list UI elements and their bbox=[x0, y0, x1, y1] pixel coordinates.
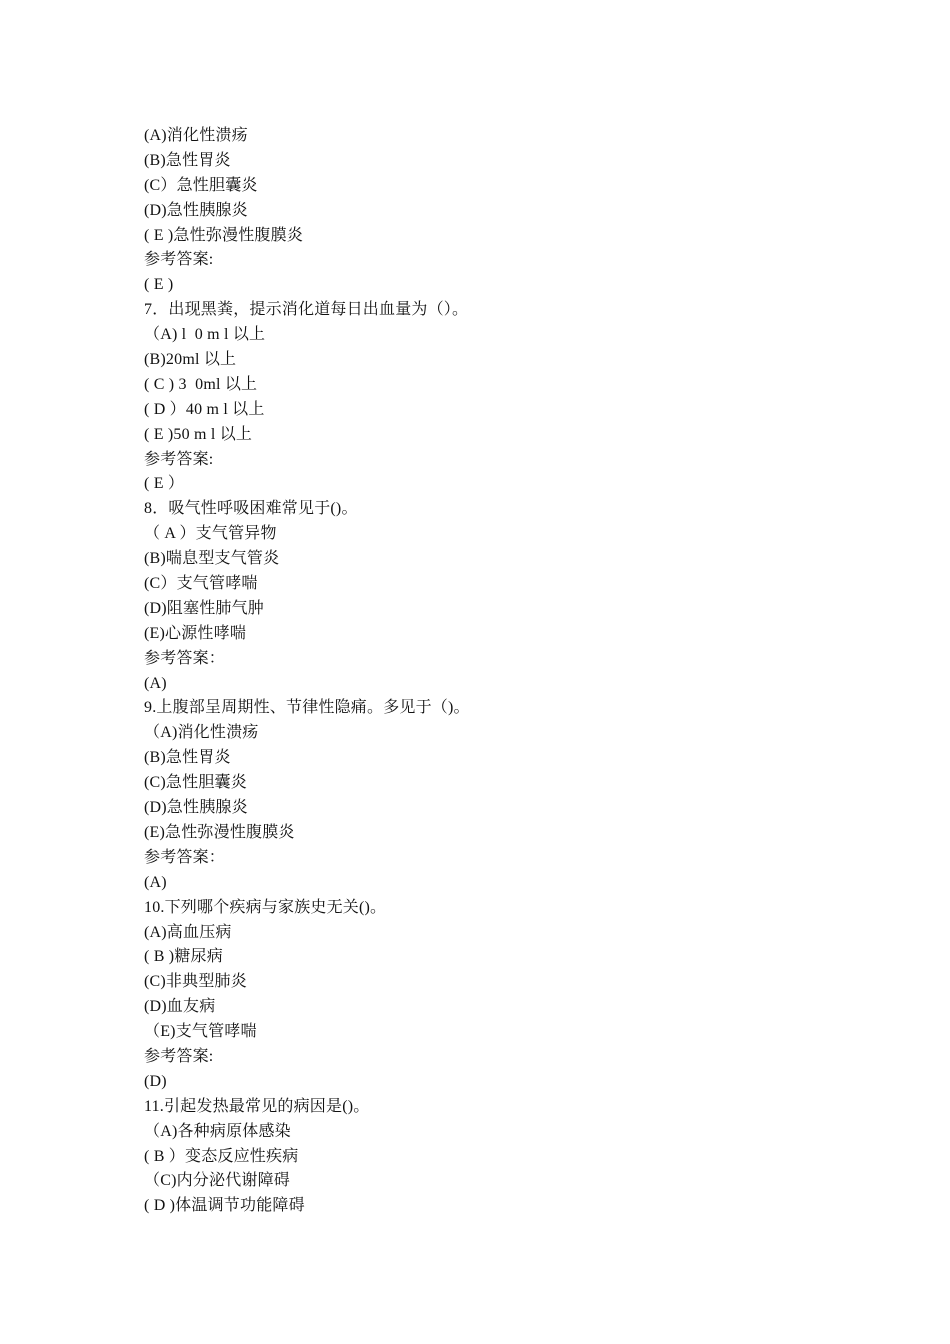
answer-value: (D) bbox=[144, 1072, 167, 1090]
option-line: （C)内分泌代谢障碍 bbox=[144, 1172, 291, 1190]
option-line: ( E )急性弥漫性腹膜炎 bbox=[144, 226, 304, 244]
option-line: (C)急性胆囊炎 bbox=[144, 774, 247, 792]
option-line: （A)消化性溃疡 bbox=[144, 724, 259, 742]
option-line: (C)非典型肺炎 bbox=[144, 973, 247, 991]
answer-value: (A) bbox=[144, 873, 167, 891]
option-line: ( D )体温调节功能障碍 bbox=[144, 1197, 305, 1215]
option-line: (B)急性胃炎 bbox=[144, 749, 231, 767]
option-line: ( B ）变态反应性疾病 bbox=[144, 1147, 299, 1165]
option-line: （A)各种病原体感染 bbox=[144, 1122, 291, 1140]
option-line: (E)急性弥漫性腹膜炎 bbox=[144, 823, 295, 841]
option-line: (A)消化性溃疡 bbox=[144, 127, 248, 144]
option-line: (C）急性胆囊炎 bbox=[144, 176, 258, 194]
answer-value: ( E ) bbox=[144, 276, 174, 294]
option-line: (B)急性胃炎 bbox=[144, 151, 231, 169]
answer-value: ( E ） bbox=[144, 475, 185, 493]
document-body bbox=[144, 124, 824, 1219]
answer-label: 参考答案： bbox=[144, 848, 226, 866]
option-line: (D)急性胰腺炎 bbox=[144, 201, 248, 219]
answer-label: 参考答案: bbox=[144, 1047, 214, 1065]
option-line: (C）支气管哮喘 bbox=[144, 575, 258, 593]
question-10: 10.下列哪个疾病与家族史无关()。 bbox=[144, 898, 387, 916]
option-line: (B)20ml 以上 bbox=[144, 351, 237, 369]
answer-value: (A) bbox=[144, 674, 167, 692]
option-line: (A)高血压病 bbox=[144, 923, 232, 941]
option-line: （E)支气管哮喘 bbox=[144, 1023, 257, 1041]
option-line: ( B )糖尿病 bbox=[144, 948, 223, 966]
option-line: (D)急性胰腺炎 bbox=[144, 799, 248, 817]
option-line: （ A ）支气管异物 bbox=[144, 525, 277, 543]
option-line: （A) l 0 m l 以上 bbox=[144, 326, 266, 344]
question-9: 9.上腹部呈周期性、节律性隐痛。多见于（)。 bbox=[144, 699, 470, 717]
option-line: (D)血友病 bbox=[144, 998, 216, 1016]
answer-label: 参考答案： bbox=[144, 649, 226, 667]
question-8: 8．吸气性呼吸困难常见于()。 bbox=[144, 500, 358, 518]
option-line: (E)心源性哮喘 bbox=[144, 624, 247, 642]
option-line: ( E )50 m l 以上 bbox=[144, 425, 253, 443]
option-line: (B)喘息型支气管炎 bbox=[144, 550, 280, 568]
question-11: 11.引起发热最常见的病因是()。 bbox=[144, 1097, 370, 1115]
answer-label: 参考答案: bbox=[144, 450, 214, 468]
answer-label: 参考答案: bbox=[144, 251, 214, 269]
question-7: 7．出现黑粪，提示消化道每日出血量为（）。 bbox=[144, 301, 469, 319]
option-line: (D)阻塞性肺气肿 bbox=[144, 599, 265, 617]
option-line: ( D ）40 m l 以上 bbox=[144, 400, 265, 418]
option-line: ( C ) 3 0ml 以上 bbox=[144, 375, 258, 393]
